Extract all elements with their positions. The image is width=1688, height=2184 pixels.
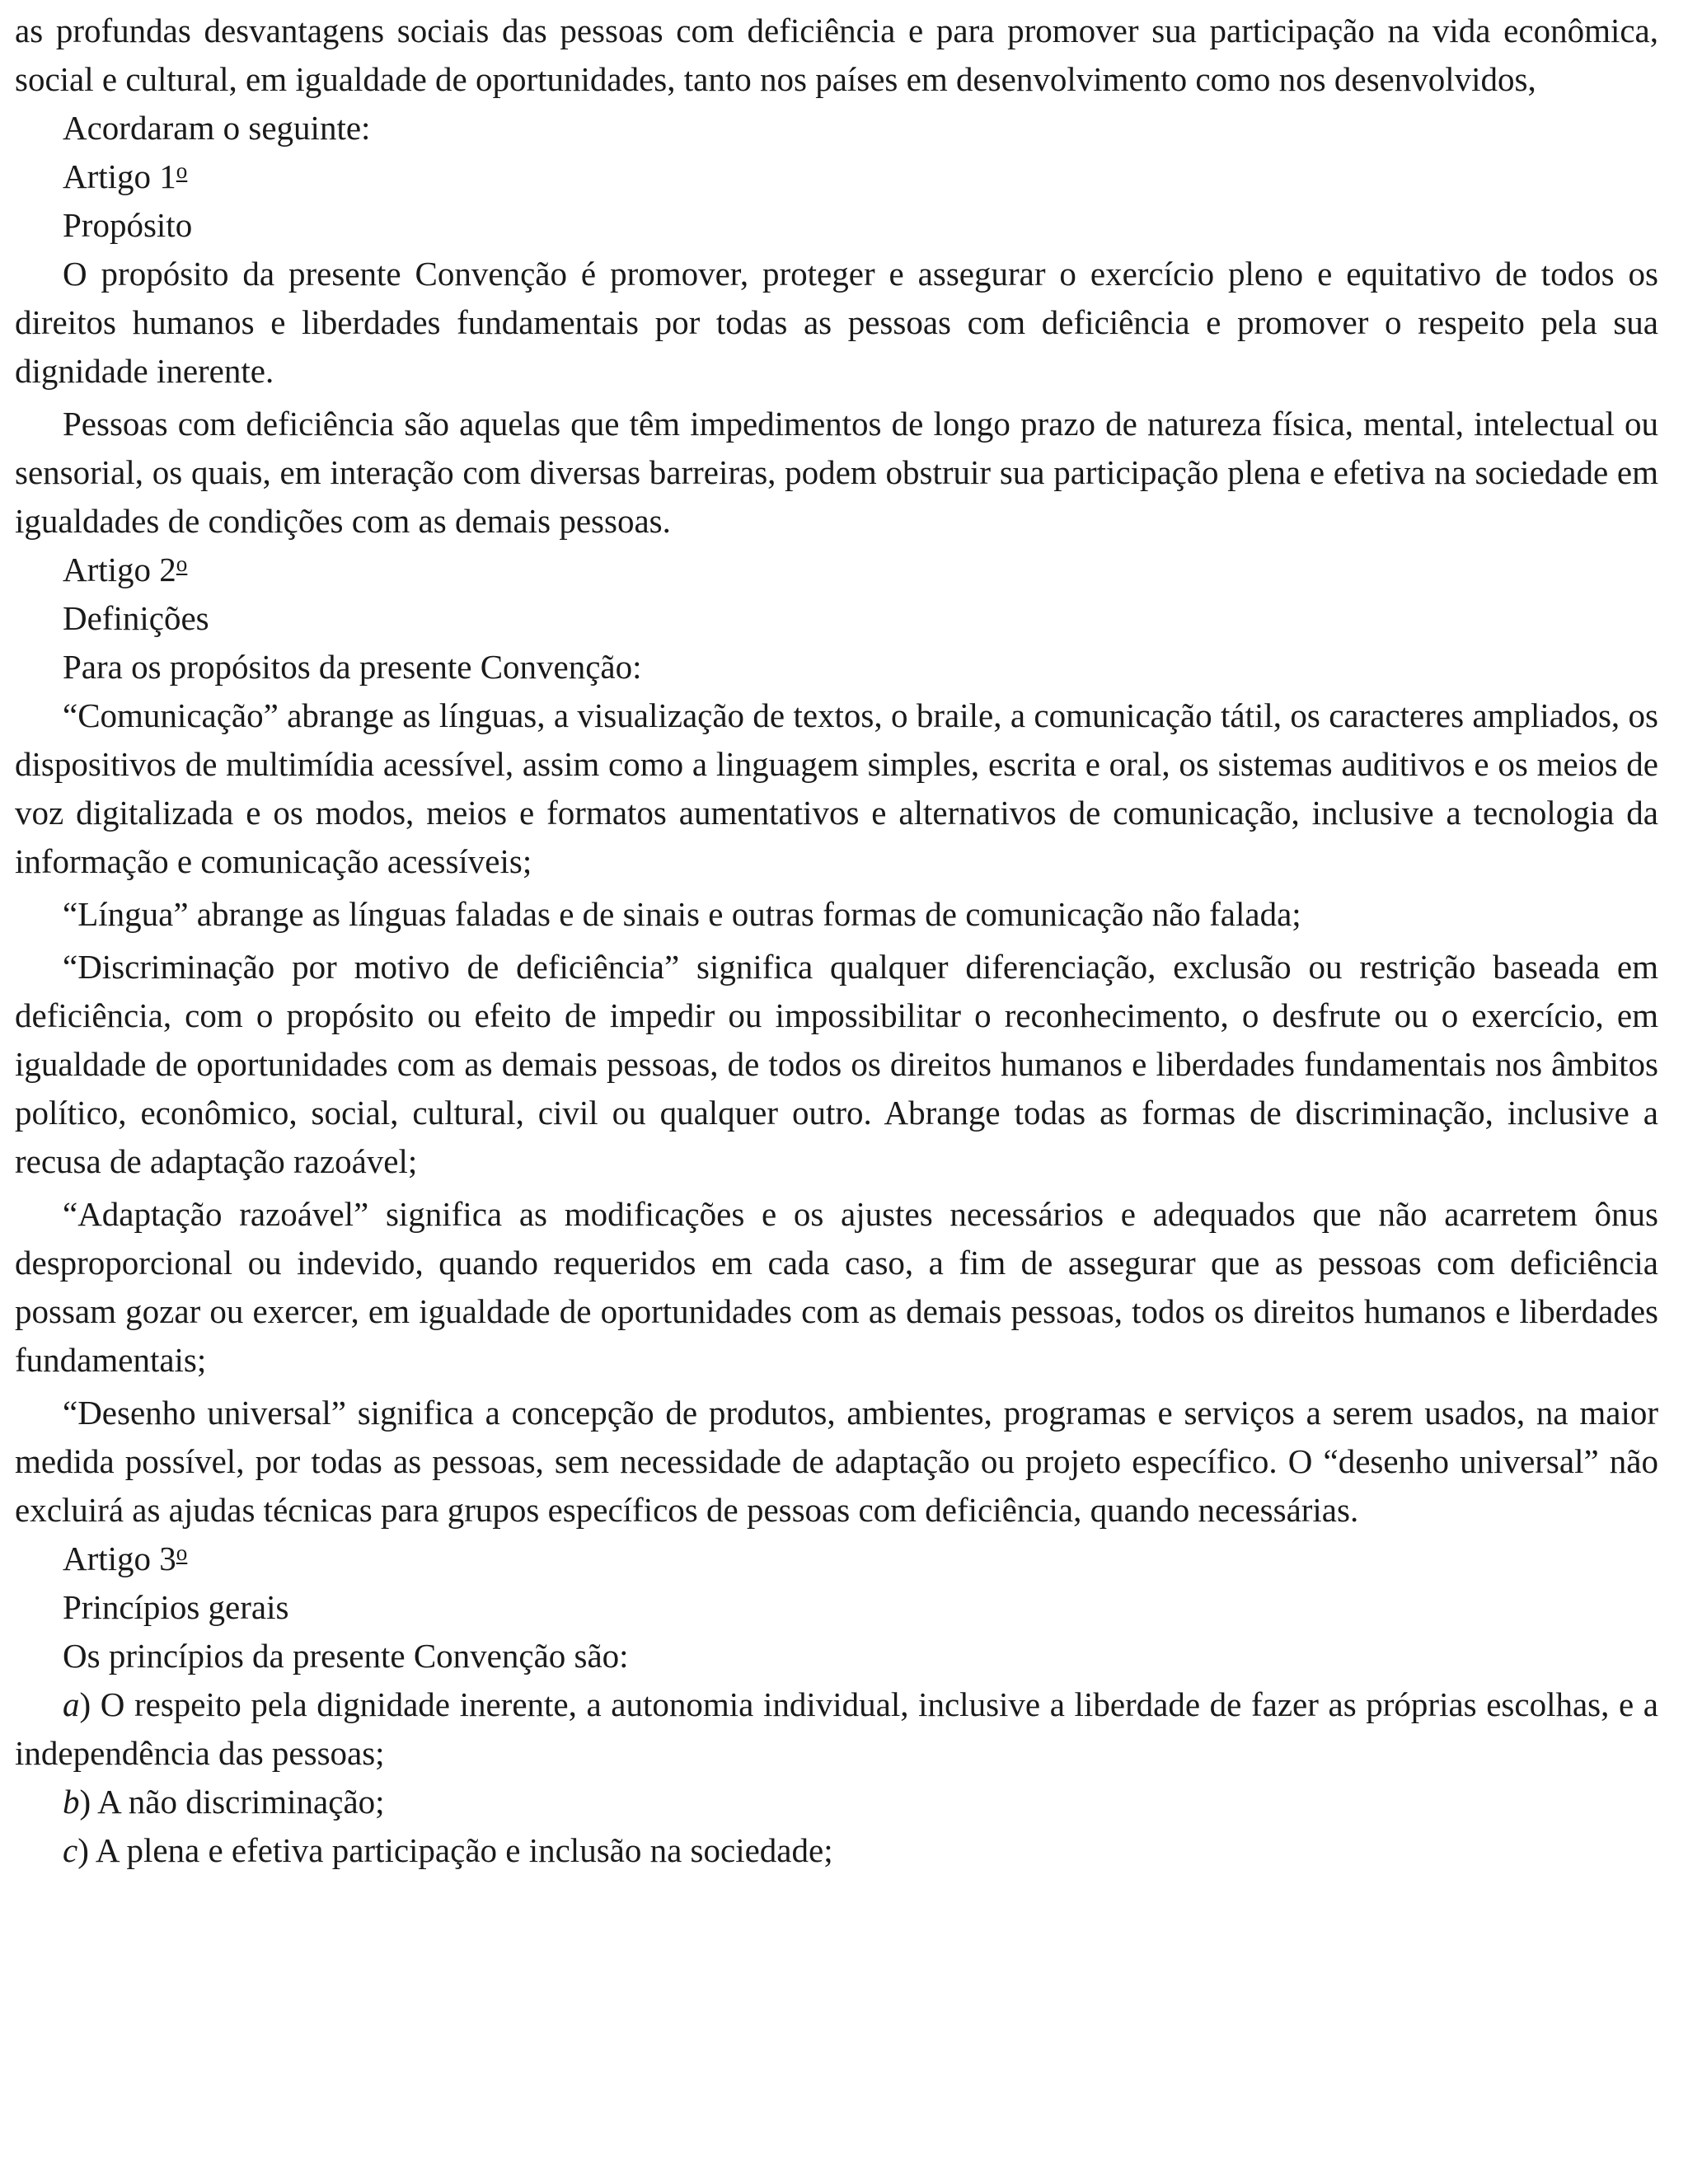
document-page (15, 7, 1658, 1875)
definition-paragraph: “Comunicação” abrange as línguas, a visualização de textos, o braile, a comunicação tátil, os caracteres ampliados, os dispositivos de multimídia acessível, assim como a linguagem simples, escrita e oral, os sistemas auditivos e os meios de voz digitalizada e os modos, meios e formatos aumentativos e alternativos de comunicação, inclusive a tecnologia da informação e comunicação acessíveis; (15, 696, 1658, 880)
article-3-heading (15, 1535, 1658, 1583)
agreed-line: Acordaram o seguinte: (63, 109, 371, 147)
item-paren: ) (79, 1685, 91, 1723)
article-2-intro: Para os propósitos da presente Convenção: (63, 648, 642, 686)
definition-paragraph: “Desenho universal” significa a concepção de produtos, ambientes, programas e serviços a serem usados, na maior medida possível, por todas as pessoas, sem necessidade de adaptação ou projeto específico. O “desenho universal” não excluirá as ajudas técnicas para grupos específicos de pessoas com deficiência, quando necessárias. (15, 1394, 1658, 1529)
article-3-title: Princípios gerais (63, 1588, 289, 1626)
intro-paragraph: as profundas desvantagens sociais das pessoas com deficiência e para promover sua participação na vida econômica, social e cultural, em igualdade de oportunidades, tanto nos países em desenvolvimento como nos desenvolvidos, (15, 12, 1658, 98)
item-paren: ) (79, 1783, 91, 1821)
ordinal-mark: o (176, 551, 188, 576)
article-1-paragraph: Pessoas com deficiência são aquelas que têm impedimentos de longo prazo de natureza física, mental, intelectual ou sensorial, os quais, em interação com diversas barreiras, podem obstruir sua participação plena e efetiva na sociedade em igualdades de condições com as demais pessoas. (15, 405, 1658, 540)
article-2-heading (15, 546, 1658, 594)
item-paren: ) (77, 1831, 89, 1869)
article-3-label: Artigo 3 (63, 1540, 176, 1577)
item-text: O respeito pela dignidade inerente, a autonomia individual, inclusive a liberdade de fazer as próprias escolhas, e a independência das pessoas; (15, 1685, 1658, 1772)
item-letter: b (63, 1783, 80, 1821)
article-1-title: Propósito (63, 206, 193, 244)
item-text: A plena e efetiva participação e inclusão na sociedade; (88, 1831, 833, 1869)
principle-item (15, 1778, 1658, 1826)
item-letter: a (63, 1685, 80, 1723)
definition-paragraph: “Discriminação por motivo de deficiência” significa qualquer diferenciação, exclusão ou restrição baseada em deficiência, com o propósito ou efeito de impedir ou impossibilitar o reconhecimento, o desfrute ou o exercício, em igualdade de oportunidades com as demais pessoas, de todos os direitos humanos e liberdades fundamentais nos âmbitos político, econômico, social, cultural, civil ou qualquer outro. Abrange todas as formas de discriminação, inclusive a recusa de adaptação razoável; (15, 948, 1658, 1180)
item-text: A não discriminação; (91, 1783, 385, 1821)
item-letter: c (63, 1831, 78, 1869)
definition-paragraph: “Adaptação razoável” significa as modificações e os ajustes necessários e adequados que não acarretem ônus desproporcional ou indevido, quando requeridos em cada caso, a fim de assegurar que as pessoas com deficiência possam gozar ou exercer, em igualdade de oportunidades com as demais pessoas, todos os direitos humanos e liberdades fundamentais; (15, 1195, 1658, 1379)
article-2-title: Definições (63, 599, 209, 637)
ordinal-mark: o (176, 158, 188, 183)
article-1-paragraph: O propósito da presente Convenção é promover, proteger e assegurar o exercício pleno e equitativo de todos os direitos humanos e liberdades fundamentais por todas as pessoas com deficiência e promover o respeito pela sua dignidade inerente. (15, 255, 1658, 390)
article-3-intro: Os princípios da presente Convenção são: (63, 1637, 629, 1675)
principle-item (15, 1826, 1658, 1875)
definition-paragraph: “Língua” abrange as línguas faladas e de sinais e outras formas de comunicação não falada; (63, 895, 1301, 933)
article-1-label: Artigo 1 (63, 157, 176, 195)
article-1-heading (15, 152, 1658, 201)
principle-item (15, 1680, 1658, 1778)
article-2-label: Artigo 2 (63, 551, 176, 588)
ordinal-mark: o (176, 1540, 188, 1565)
